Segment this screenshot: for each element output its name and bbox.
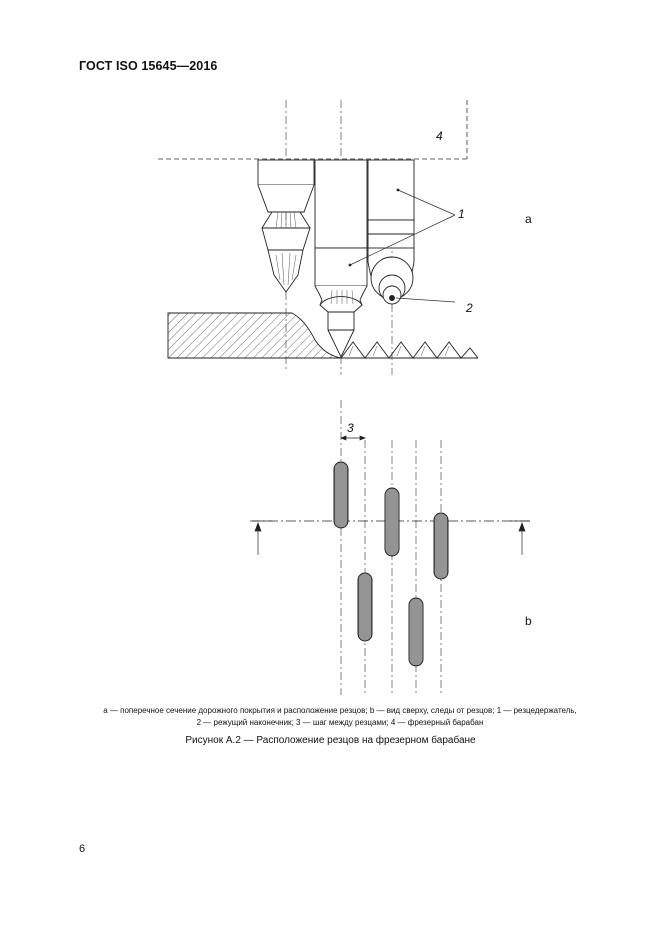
label-drum: 4 [436,129,443,143]
spacing-dimension [341,436,365,440]
drum-outline [158,100,467,159]
page-number: 6 [79,843,86,855]
label-holder: 1 [458,207,465,221]
document-header: ГОСТ ISO 15645—2016 [79,59,218,73]
cutter-middle [315,160,367,357]
label-tip: 2 [466,301,473,315]
legend-line-1: a — поперечное сечение дорожного покрытия и расположение резцов; b — вид сверху, следы от резцов; 1 — резцедержатель, [103,706,577,715]
figure-caption: Рисунок А.2 — Расположение резцов на фрезерном барабане [185,735,476,746]
cutter-right [368,160,414,304]
cutter-traces [334,462,448,666]
label-spacing: 3 [347,421,354,435]
cutter-left [258,160,314,292]
legend-line-2: 2 — режущий наконечник; 3 — шаг между резцами; 4 — фрезерный барабан [196,718,484,727]
label-view-a: a [525,212,532,226]
road-surface [168,313,478,358]
figure-legend [70,705,610,729]
label-view-b: b [525,614,532,628]
